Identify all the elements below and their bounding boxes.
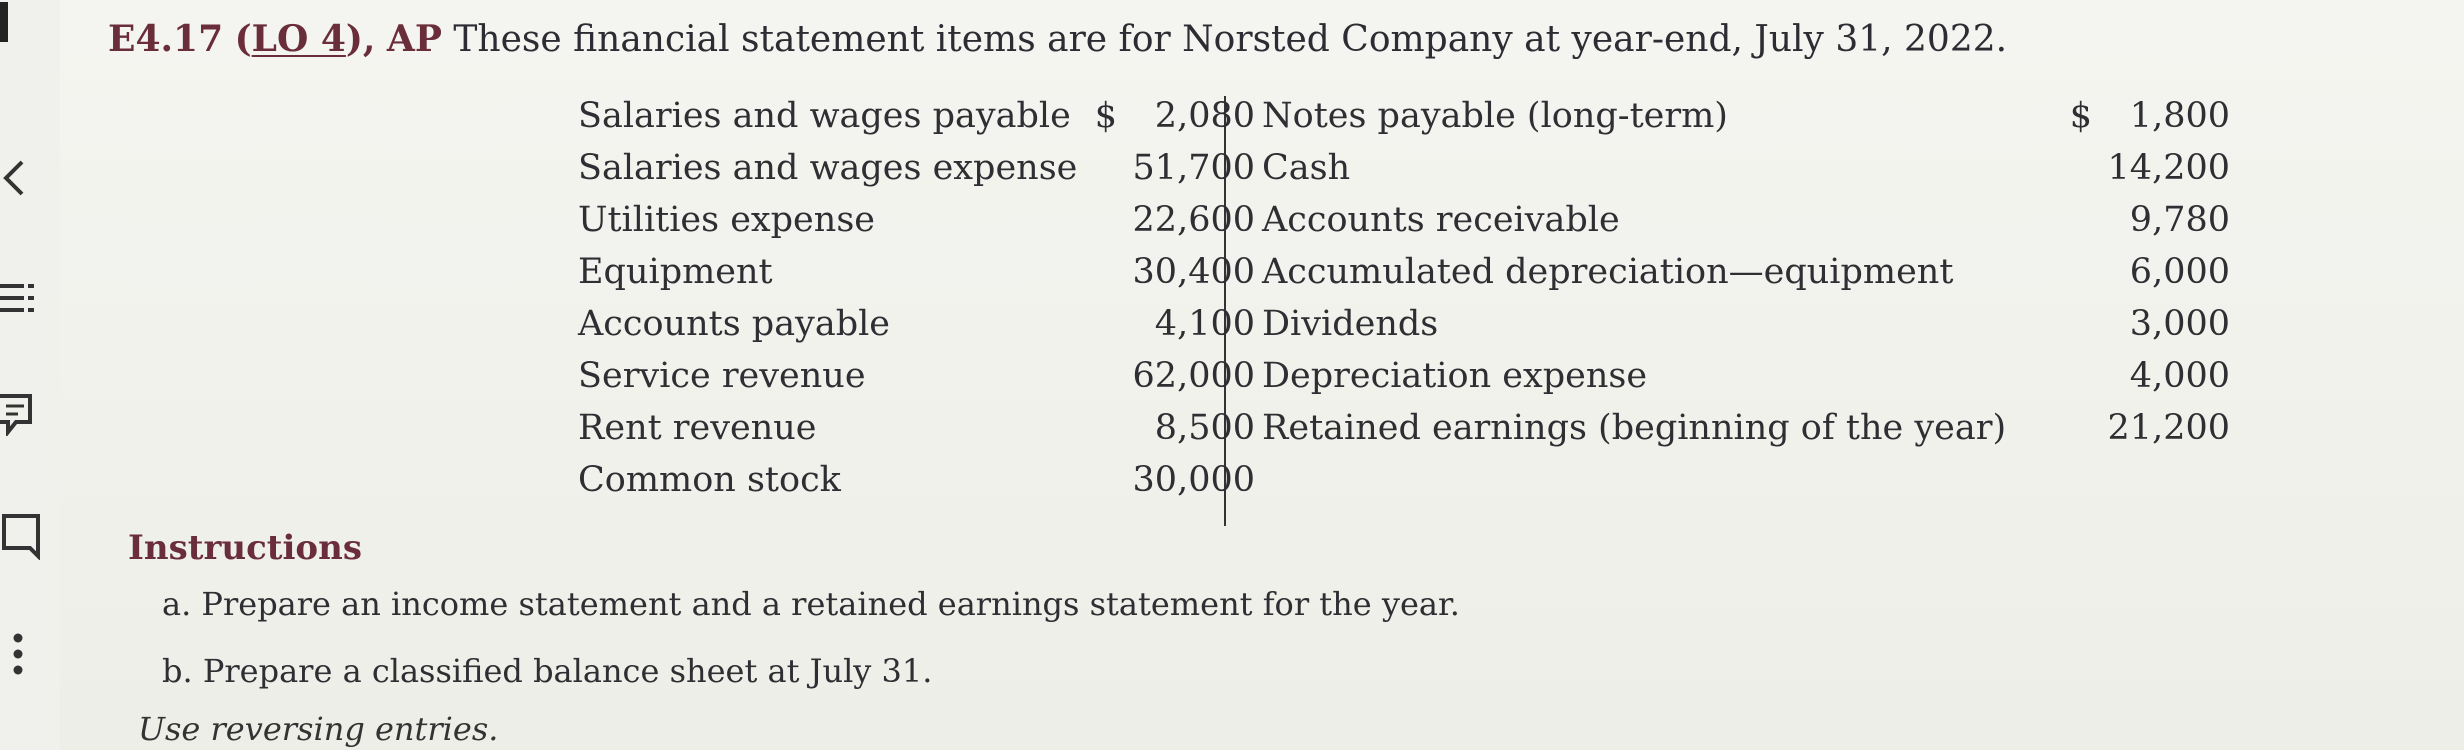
item-value: 4,000 (2129, 356, 2230, 396)
exercise-prompt: These financial statement items are for Norsted Company at year-end, July 31, 2022. (453, 19, 2008, 60)
item-value: 14,200 (2107, 148, 2230, 188)
item-value: 22,600 (1132, 200, 1255, 240)
list-icon[interactable] (0, 278, 40, 318)
sidebar-toolbar (0, 0, 60, 750)
item-value: 30,000 (1132, 460, 1255, 500)
item-value: 8,500 (1154, 408, 1255, 448)
learning-objective-link[interactable]: LO 4 (251, 18, 346, 60)
comment-icon[interactable] (0, 392, 40, 436)
item-label: Accounts receivable (1262, 200, 1620, 240)
ap-tag: AP (386, 18, 442, 60)
item-value: 9,780 (2129, 200, 2230, 240)
dot-icon (0, 2, 16, 42)
item-label: Equipment (578, 252, 773, 292)
item-label: Rent revenue (578, 408, 817, 448)
bookmark-icon[interactable] (0, 512, 48, 560)
item-value: 6,000 (2129, 252, 2230, 292)
instructions-heading: Instructions (128, 528, 362, 568)
item-value: 30,400 (1132, 252, 1255, 292)
item-value: 51,700 (1132, 148, 1255, 188)
item-value: 2,080 (1154, 96, 1255, 136)
item-value-row (1060, 90, 1255, 142)
item-label: Common stock (578, 460, 841, 500)
left-column-values (1060, 90, 1255, 506)
instruction-item: b. Prepare a classified balance sheet at July 31. (162, 652, 933, 690)
right-column-values (1930, 90, 2230, 454)
item-label: Service revenue (578, 356, 866, 396)
item-value: 4,100 (1154, 304, 1255, 344)
item-label: Salaries and wages payable (578, 96, 1071, 136)
lo-close-paren: ), (345, 18, 376, 60)
item-label: Salaries and wages expense (578, 148, 1078, 188)
exercise-header (108, 18, 2007, 60)
item-label: Notes payable (long-term) (1262, 96, 1728, 136)
more-icon[interactable] (12, 632, 24, 678)
item-value: 1,800 (2129, 96, 2230, 136)
item-value: 3,000 (2129, 304, 2230, 344)
left-column-labels (578, 90, 1077, 506)
item-value-row (1930, 90, 2230, 142)
item-label: Cash (1262, 148, 1351, 188)
lo-open-paren: ( (234, 18, 252, 60)
financial-items-table (560, 90, 2230, 530)
item-label: Retained earnings (beginning of the year) (1262, 408, 2007, 448)
item-label: Accumulated depreciation—equipment (1262, 252, 1954, 292)
item-label: Depreciation expense (1262, 356, 1648, 396)
item-label: Utilities expense (578, 200, 875, 240)
exercise-number: E4.17 (108, 18, 224, 60)
currency-symbol: $ (2069, 96, 2093, 136)
instruction-item: a. Prepare an income statement and a retained earnings statement for the year. (162, 585, 1460, 623)
item-value: 21,200 (2107, 408, 2230, 448)
chevron-left-icon[interactable] (0, 158, 30, 198)
item-label: Dividends (1262, 304, 1439, 344)
item-label: Accounts payable (578, 304, 891, 344)
currency-symbol: $ (1094, 96, 1118, 136)
instruction-note: Use reversing entries. (138, 710, 499, 748)
item-value: 62,000 (1132, 356, 1255, 396)
right-column-labels (1262, 90, 2006, 454)
